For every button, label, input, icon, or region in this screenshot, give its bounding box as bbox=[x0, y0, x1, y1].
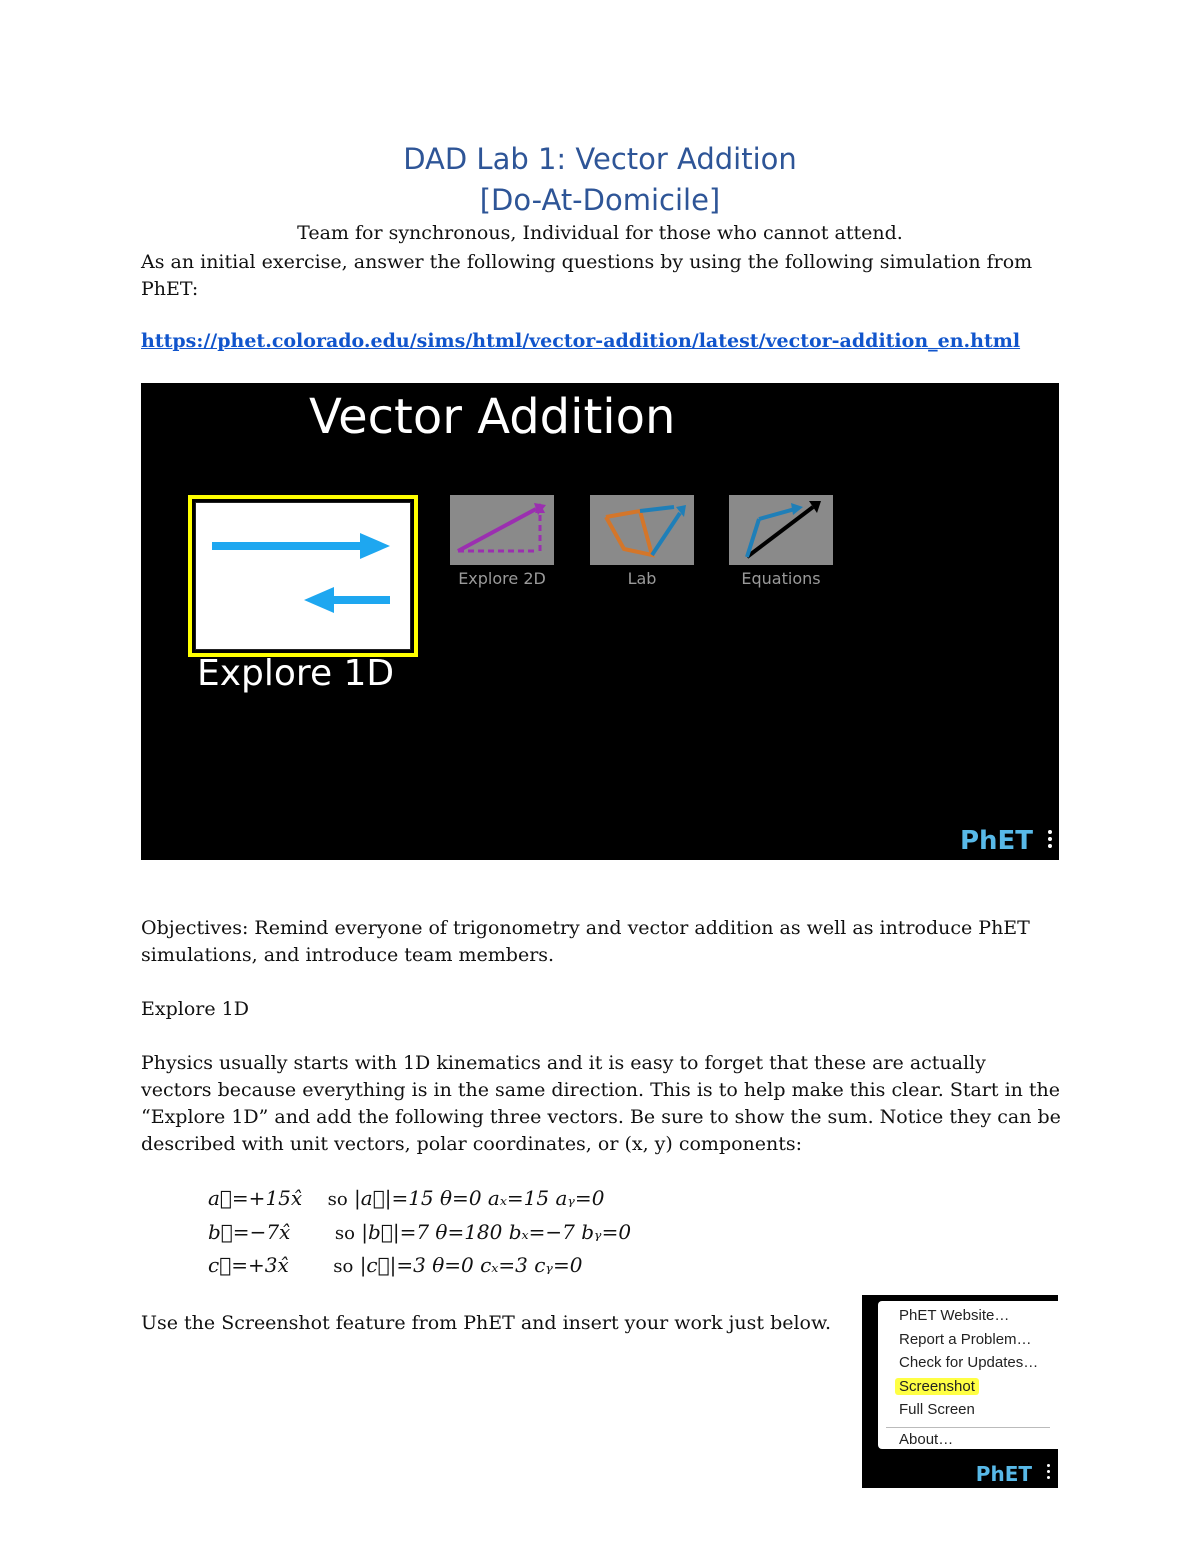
section-heading: Explore 1D bbox=[141, 998, 249, 1020]
equations-label: Equations bbox=[741, 569, 821, 588]
menu-item-report-problem[interactable]: Report a Problem… bbox=[899, 1331, 1032, 1348]
explore-2d-vectors-icon bbox=[450, 495, 554, 565]
sim-title: Vector Addition bbox=[309, 389, 676, 445]
explore-2d-screen-button[interactable] bbox=[450, 495, 554, 565]
phet-menu-screenshot bbox=[862, 1295, 1058, 1488]
explore-2d-label: Explore 2D bbox=[458, 569, 546, 588]
explore-1d-arrows-icon bbox=[196, 503, 406, 645]
intro-text: As an initial exercise, answer the following questions by using the following simulation from PhET: bbox=[141, 251, 1033, 300]
explore-1d-screen-button[interactable] bbox=[188, 495, 418, 657]
simulation-screenshot bbox=[141, 383, 1059, 860]
menu-divider bbox=[886, 1427, 1050, 1428]
lab-label: Lab bbox=[627, 569, 657, 588]
explore-1d-label: Explore 1D bbox=[197, 653, 395, 694]
page-title: DAD Lab 1: Vector Addition bbox=[403, 142, 797, 176]
screenshot-instruction: Use the Screenshot feature from PhET and insert your work just below. bbox=[141, 1312, 832, 1334]
equation-c: c⃗=+3x̂ so |c⃗|=3 θ=0 cₓ=3 cᵧ=0 bbox=[208, 1253, 583, 1277]
page-subtitle: [Do-At-Domicile] bbox=[479, 183, 721, 217]
menu-item-full-screen[interactable]: Full Screen bbox=[899, 1401, 975, 1418]
lab-vectors-icon bbox=[590, 495, 694, 565]
phet-logo-small: PhET bbox=[975, 1462, 1032, 1486]
equation-b: b⃗=−7x̂ so |b⃗|=7 θ=180 bₓ=−7 bᵧ=0 bbox=[208, 1220, 632, 1244]
phet-options-menu bbox=[878, 1301, 1058, 1449]
objectives-text: Objectives: Remind everyone of trigonometry and vector addition as well as introduce PhET simulations, and introduce team members. bbox=[141, 917, 1030, 966]
simulation-link[interactable]: https://phet.colorado.edu/sims/html/vector-addition/latest/vector-addition_en.html bbox=[141, 330, 1021, 352]
menu-item-phet-website[interactable]: PhET Website… bbox=[899, 1307, 1010, 1324]
menu-item-about[interactable]: About… bbox=[899, 1431, 954, 1448]
phet-menu-icon-small[interactable] bbox=[1047, 1464, 1052, 1482]
explanation-text: Physics usually starts with 1D kinematics and it is easy to forget that these are actually vectors because everything is in the same direction. This is to help make this clear. Start in the “Explore 1D” and add the following three vectors. Be sure to show the sum. Notice they can be described with unit vectors, polar coordinates, or (x, y) components: bbox=[141, 1052, 1061, 1155]
lab-screen-button[interactable] bbox=[590, 495, 694, 565]
equations-vectors-icon bbox=[729, 495, 833, 565]
menu-item-screenshot[interactable]: Screenshot bbox=[899, 1378, 979, 1395]
menu-item-check-updates[interactable]: Check for Updates… bbox=[899, 1354, 1039, 1371]
team-note: Team for synchronous, Individual for those who cannot attend. bbox=[297, 222, 903, 244]
equations-screen-button[interactable] bbox=[729, 495, 833, 565]
phet-menu-icon[interactable] bbox=[1048, 830, 1054, 852]
phet-logo: PhET bbox=[959, 826, 1033, 856]
equation-a: a⃗=+15x̂ so |a⃗|=15 θ=0 aₓ=15 aᵧ=0 bbox=[208, 1186, 605, 1210]
